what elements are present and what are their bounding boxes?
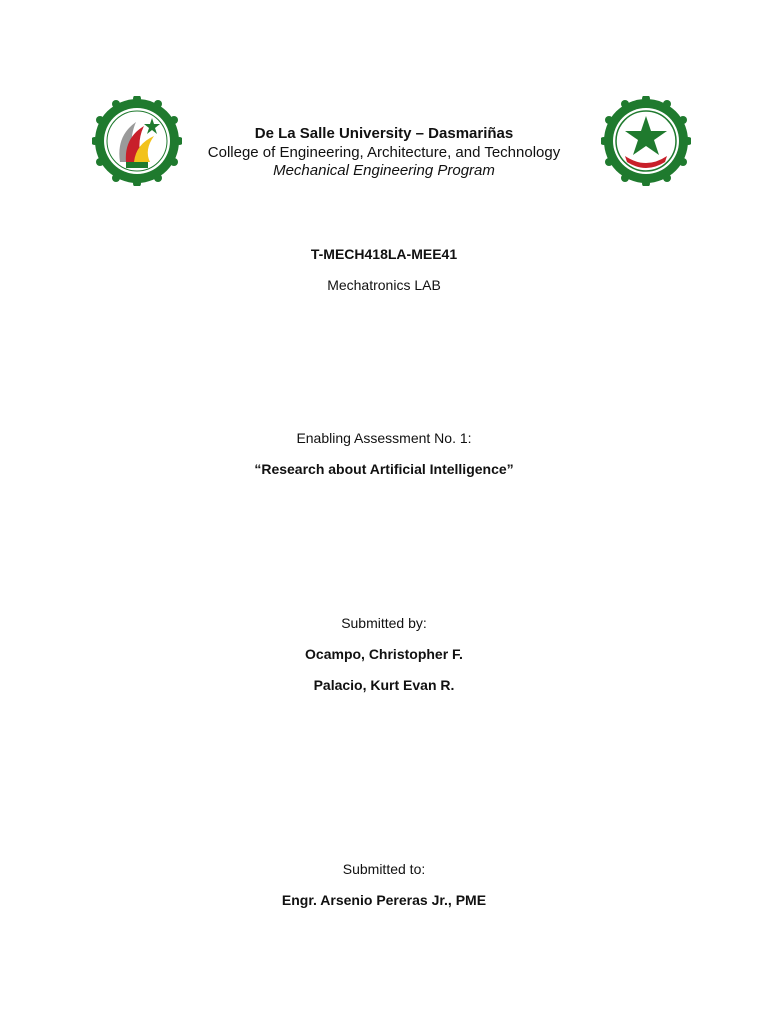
course-code: T-MECH418LA-MEE41 <box>310 246 458 262</box>
author-name: Palacio, Kurt Evan R. <box>313 677 455 693</box>
course-name: Mechatronics LAB <box>327 277 441 293</box>
author-name: Ocampo, Christopher F. <box>305 646 463 662</box>
university-name: De La Salle University – Dasmariñas <box>254 125 514 142</box>
program-name: Mechanical Engineering Program <box>273 162 495 179</box>
assessment-label: Enabling Assessment No. 1: <box>296 430 472 446</box>
college-name: College of Engineering, Architecture, and Technology <box>207 144 561 161</box>
submitted-by-label: Submitted by: <box>341 615 427 631</box>
assessment-title: “Research about Artificial Intelligence” <box>254 461 514 477</box>
submitted-to-label: Submitted to: <box>342 861 426 877</box>
instructor-name: Engr. Arsenio Pereras Jr., PME <box>281 892 487 908</box>
